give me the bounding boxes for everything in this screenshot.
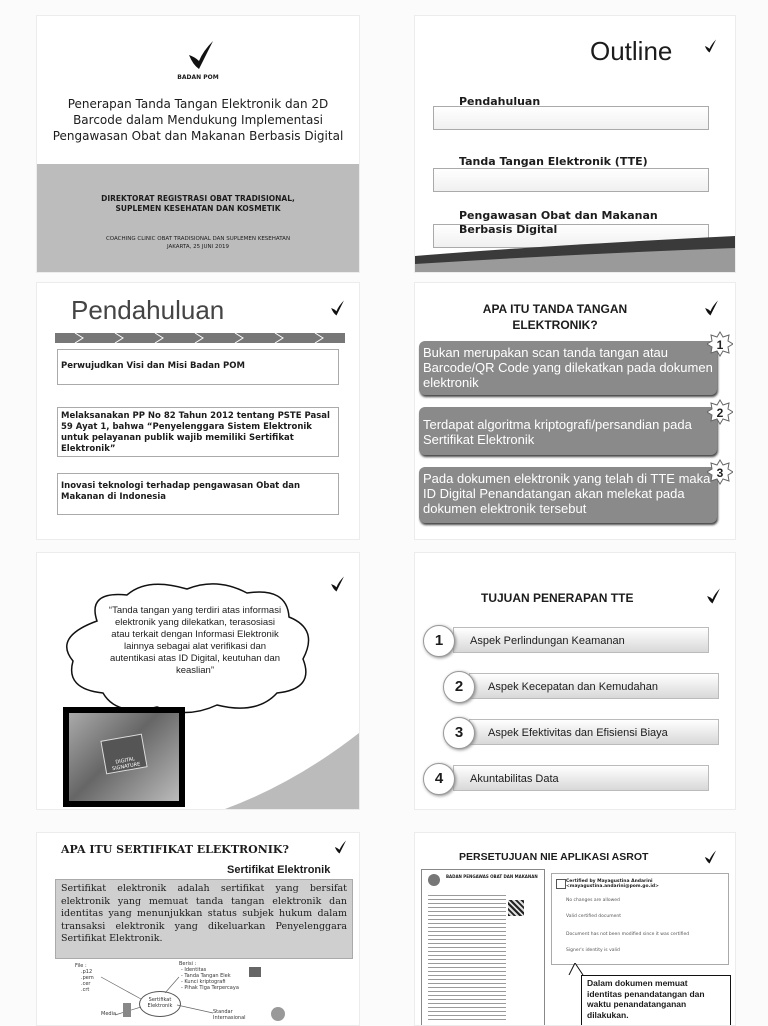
outline-item: Pendahuluan [459,95,541,108]
globe-icon [271,1007,285,1021]
info-box-text: Inovasi teknologi terhadap pengawasan Obat dan Makanan di Indonesia [61,481,301,502]
cert-line: No changes are allowed [566,898,620,903]
decorative-wave [225,733,359,809]
tte-quote: “Tanda tangan yang terdiri atas informasi elektronik yang dilekatkan, terasosiasi atau terkait dengan Informasi Elektronik lainnya sebagai alat verifikasi dan autentikasi atas ID Digital, keutuhan dan keaslian” [108,605,282,676]
slide-apa-itu-tte [414,282,736,540]
diagram-berisi-item: - Kunci kriptografi [181,979,226,985]
slide-tujuan-tte [414,552,736,810]
outline-item: Pengawasan Obat dan Makanan Berbasis Digital [459,209,658,236]
cert-line: Document has not been modified since it was certified [566,932,690,937]
decorative-arrow-band [55,333,345,343]
diagram-file-type: .cer [81,981,91,987]
slide-title: PERSETUJUAN NIE APLIKASI ASROT [459,851,649,863]
diagram-cert-label: Sertifikat Elektronik [147,997,173,1009]
directorate-line: SUPLEMEN KESEHATAN DAN KOSMETIK [115,204,281,213]
callout-pointer [565,963,595,975]
event-info [37,235,359,251]
title-line: Pengawasan Obat dan Makanan Berbasis Digital [52,129,344,143]
outline-box [433,168,709,192]
title-banner [37,164,359,272]
goal-bar: Aspek Perlindungan Keamanan [453,627,709,653]
definition-text: Terdapat algoritma kriptografi/persandian pada Sertifikat Elektronik [423,417,692,447]
info-box-text: Melaksanakan PP No 82 Tahun 2012 tentang PSTE Pasal 59 Ayat 1, bahwa “Penyelenggara Sistem Elektronik untuk pelayanan publik wajib memiliki Sertifikat Elektronik” [61,411,330,454]
presentation-title [37,96,359,144]
badan-pom-logo-icon [703,849,717,865]
cert-signer: Certified by Mayagustina Andarini <mayagustina.andarini@pom.go.id> [566,879,659,889]
key-label: DIGITAL SIGNATURE [111,756,141,773]
slide-pendahuluan [36,282,360,540]
goal-number: 3 [443,717,475,749]
badan-pom-logo-icon [185,38,215,72]
usb-token-icon [123,1003,131,1017]
digital-signature-key [100,734,147,775]
info-box-text: Perwujudkan Visi dan Misi Badan POM [61,361,245,371]
slide-outline [414,15,736,273]
cert-line: Valid certified document [566,914,621,919]
definition-body: Sertifikat elektronik adalah sertifikat yang bersifat elektronik yang memuat tanda tangan elektronik dan identitas yang menunjukkan status subjek hukum dalam transaksi elektronik yang dikeluarkan Penyelenggara Sertifikat Elektronik. [61,883,347,944]
outline-box [433,106,709,130]
title-line: Penerapan Tanda Tangan Elektronik dan 2D [67,97,329,111]
certificate-diagram [45,957,285,1025]
badan-pom-logo-icon [703,38,717,54]
event-line: COACHING CLINIC OBAT TRADISIONAL DAN SUPLEMEN KESEHATAN [105,236,291,242]
badan-pom-logo-icon [705,587,721,605]
badan-pom-logo-icon [329,299,345,317]
doc-logo-icon [428,874,440,886]
diagram-file-label: File : [75,963,87,969]
slide-title [36,15,360,273]
stamp-icon [249,967,261,977]
badan-pom-logo-icon [329,575,345,593]
goal-bar: Aspek Kecepatan dan Kemudahan [469,673,719,699]
diagram-file-type: .crt [81,987,90,993]
diagram-berisi-item: - Pihak Tiga Terpercaya [181,985,239,991]
badan-pom-logo-icon [703,299,719,317]
title-line: Barcode dalam Mendukung Implementasi [73,113,323,127]
slide-persetujuan-nie [414,832,736,1026]
doc-header: BADAN PENGAWAS OBAT DAN MAKANAN [446,874,538,879]
event-line: JAKARTA, 25 JUNI 2019 [166,244,230,250]
goal-number: 1 [423,625,455,657]
slide-title: Pendahuluan [71,295,225,325]
slide-subtitle: Sertifikat Elektronik [227,864,331,876]
keyboard-image [63,707,185,807]
logo-text: BADAN POM [177,74,219,81]
directorate-line: DIREKTORAT REGISTRASI OBAT TRADISIONAL, [101,194,295,203]
number-badge-icon [707,459,733,485]
title-line: ELEKTRONIK? [512,318,598,332]
slide-title: APA ITU SERTIFIKAT ELEKTRONIK? [61,843,289,856]
outline-item: Tanda Tangan Elektronik (TTE) [459,155,648,168]
diagram-berisi-item: - Identitas [181,967,207,973]
slide-sertifikat-elektronik [36,832,360,1026]
goal-bar: Aspek Efektivitas dan Efisiensi Biaya [469,719,719,745]
decorative-wave [415,236,735,272]
diagram-file-type: .pem [81,975,94,981]
goal-bar: Akuntabilitas Data [453,765,709,791]
certificate-panel [551,873,729,965]
slide-title: Outline [590,36,673,66]
slide-title: TUJUAN PENERAPAN TTE [481,591,634,605]
diagram-berisi-item: - Tanda Tangan Elek [181,973,231,979]
document-preview [421,869,545,1026]
doc-text-lines [428,892,506,1020]
definition-text: Bukan merupakan scan tanda tangan atau Barcode/QR Code yang dilekatkan pada dokumen elektronik [423,345,713,390]
number-badge-icon [707,331,733,357]
svg-text:2: 2 [716,406,724,420]
doc-qr-icon [508,900,524,916]
certified-check-icon [556,879,566,889]
diagram-file-type: .p12 [81,969,93,975]
number-badge-icon [707,399,733,425]
diagram-standard-label: Standar Internasional [213,1009,246,1021]
definition-text: Pada dokumen elektronik yang telah di TTE maka ID Digital Penandatangan akan melekat pada dokumen elektronik tersebut [423,471,711,516]
cert-line: Signer's identity is valid [566,948,620,953]
slide-tte-definition [36,552,360,810]
goal-number: 2 [443,671,475,703]
svg-text:1: 1 [716,338,724,352]
diagram-media-label: Media [101,1011,117,1017]
title-line: APA ITU TANDA TANGAN [482,302,628,316]
diagram-berisi-label: Berisi : [179,961,197,967]
callout-text: Dalam dokumen memuat identitas penandatangan dan waktu penandatanganan dilakukan. [587,978,705,1020]
slide-title [455,301,655,333]
badan-pom-logo-icon [333,839,347,855]
svg-text:3: 3 [716,466,724,480]
goal-number: 4 [423,763,455,795]
directorate-name [37,194,359,214]
